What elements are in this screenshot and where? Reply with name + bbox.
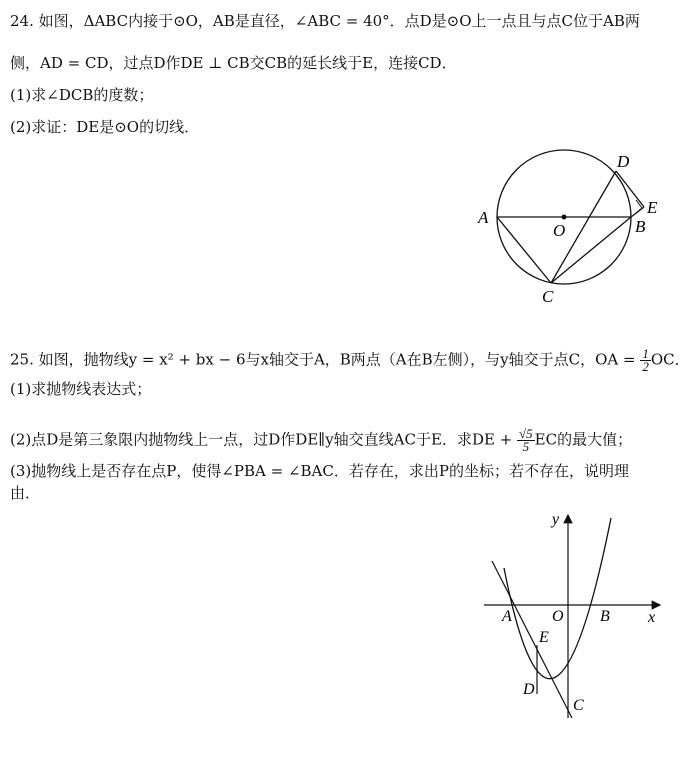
parabola-curve <box>504 518 611 679</box>
q25-part2-text: (2)点D是第三象限内抛物线上一点，过D作DE∥y轴交直线AC于E．求DE + <box>10 430 518 449</box>
label-a: A <box>502 608 512 625</box>
right-angle-mark <box>636 200 642 213</box>
q25-part2-end: EC的最大值； <box>534 430 633 449</box>
q25-part3-cont: 由． <box>10 484 41 502</box>
label-c: C <box>542 287 554 306</box>
q25-line1 <box>10 346 690 374</box>
q24-line1: 24. 如图，ΔABC内接于⊙O，AB是直径，∠ABC = 40°．点D是⊙O上一点且与点C位于AB两 <box>10 12 640 30</box>
label-o: O <box>553 221 566 240</box>
q25-part3: (3)抛物线上是否存在点P，使得∠PBA = ∠BAC．若存在，求出P的坐标；若不存在，说明理 <box>10 462 629 480</box>
q24-line2: 侧，AD = CD，过点D作DE ⊥ CB交CB的延长线于E，连接CD． <box>10 54 457 72</box>
label-a: A <box>478 208 489 227</box>
q25-line1-text: 25. 如图，抛物线y = x² + bx − 6与x轴交于A，B两点（A在B左侧），与y轴交于点C，OA = <box>10 350 641 369</box>
label-b: B <box>635 217 646 236</box>
label-e: E <box>539 629 549 646</box>
fraction-half: $\frac{1}{2}$ <box>642 346 649 374</box>
segment-de <box>616 171 644 207</box>
q24-part1: (1)求∠DCB的度数； <box>10 86 154 104</box>
q24-circle-figure <box>470 148 670 308</box>
fraction-root5-over-5: $\frac{√5}{5}$ <box>519 426 533 454</box>
q25-line1-end: OC． <box>650 350 690 369</box>
q25-parabola-figure <box>478 507 668 722</box>
label-x: x <box>648 609 656 626</box>
label-d: D <box>617 152 630 171</box>
label-o: O <box>552 608 564 625</box>
label-c: C <box>573 697 584 714</box>
q25-part2 <box>10 428 662 453</box>
center-dot <box>562 215 567 220</box>
label-y: y <box>552 511 560 528</box>
label-d: D <box>523 681 535 698</box>
q24-part2: (2)求证：DE是⊙O的切线． <box>10 118 200 136</box>
label-b: B <box>600 608 610 625</box>
label-e: E <box>647 198 658 217</box>
q25-part1: (1)求抛物线表达式； <box>10 380 152 398</box>
